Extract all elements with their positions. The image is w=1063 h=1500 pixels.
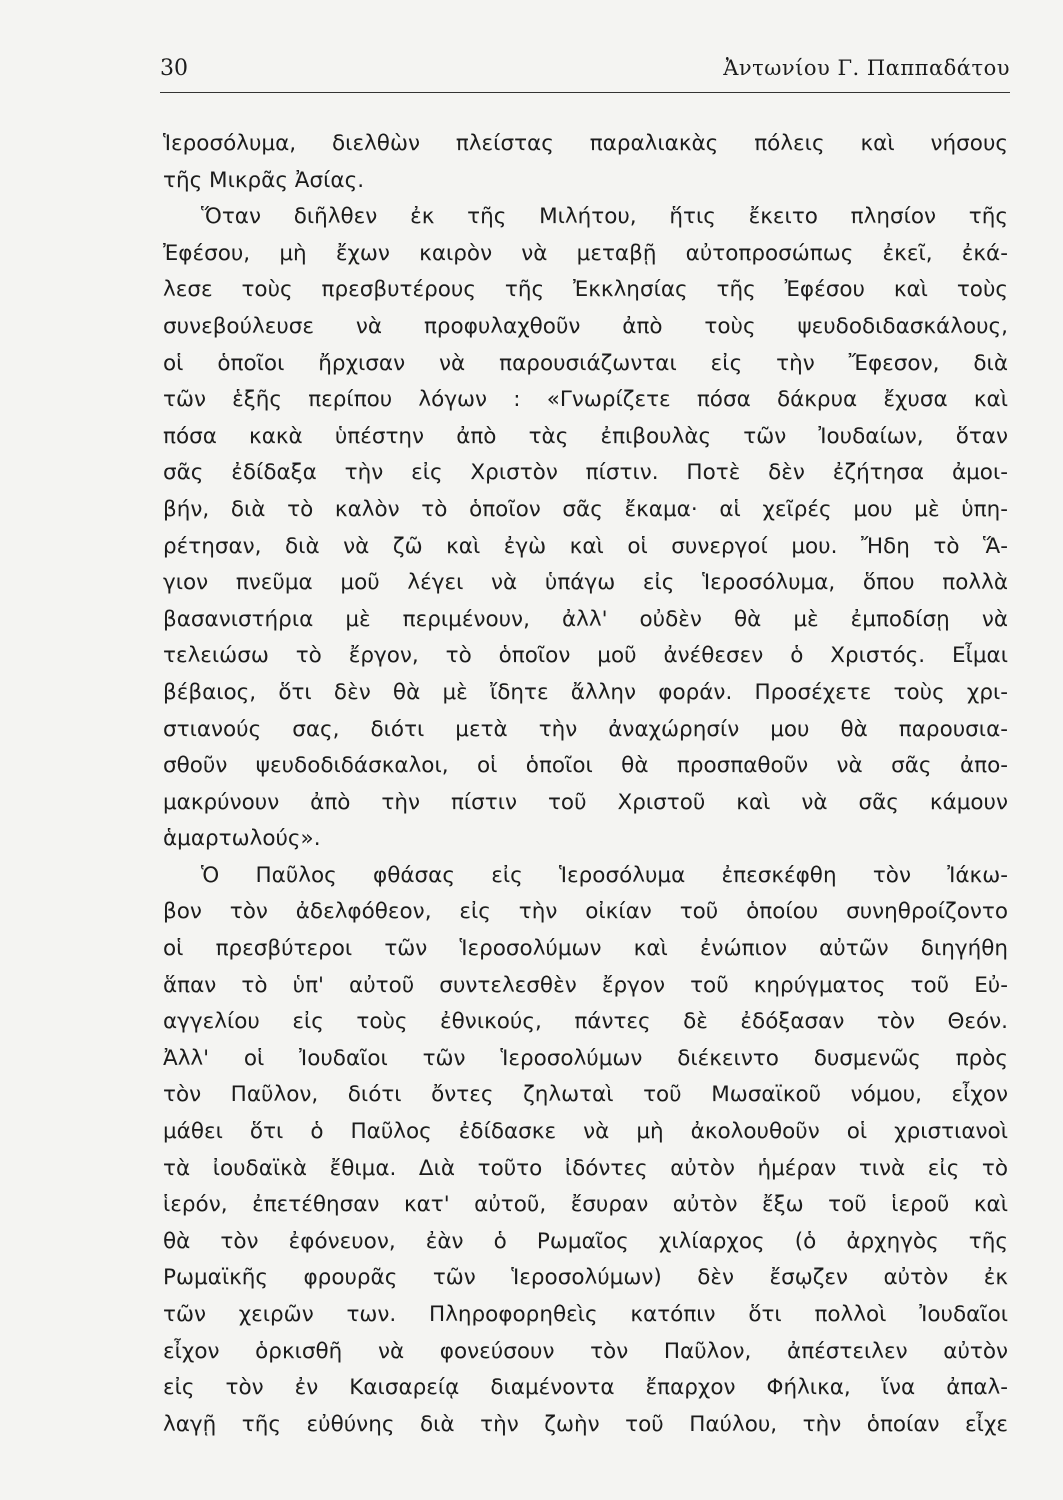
text-line: γιον πνεῦμα μοῦ λέγει νὰ ὑπάγω εἰς Ἱεροσόλυμα, ὅπου πολλὰ (163, 570, 1008, 596)
text-line: μακρύνουν ἀπὸ τὴν πίστιν τοῦ Χριστοῦ καὶ νὰ σᾶς κάμουν (163, 789, 1008, 815)
text-line: συνεβούλευσε νὰ προφυλαχθοῦν ἀπὸ τοὺς ψευδοδιδασκάλους, (163, 313, 1008, 339)
text-line: αγγελίου εἰς τοὺς ἐθνικούς, πάντες δὲ ἐδόξασαν τὸν Θεόν. (163, 1009, 1008, 1035)
text-line: εἶχον ὁρκισθῆ νὰ φονεύσουν τὸν Παῦλον, ἀπέστειλεν αὐτὸν (163, 1338, 1008, 1364)
text-line: Ὅταν διῆλθεν ἐκ τῆς Μιλήτου, ἥτις ἔκειτο πλησίον τῆς (201, 204, 1008, 230)
text-line: εἰς τὸν ἐν Καισαρείᾳ διαμένοντα ἔπαρχον Φήλικα, ἵνα ἀπαλ- (163, 1375, 1008, 1401)
text-line: τὸν Παῦλον, διότι ὄντες ζηλωταὶ τοῦ Μωσαϊκοῦ νόμου, εἶχον (163, 1082, 1008, 1108)
text-line: πόσα κακὰ ὑπέστην ἀπὸ τὰς ἐπιβουλὰς τῶν Ἰουδαίων, ὅταν (163, 423, 1008, 449)
page-header (160, 52, 1010, 93)
text-line: βέβαιος, ὅτι δὲν θὰ μὲ ἴδητε ἄλλην φοράν. Προσέχετε τοὺς χρι- (163, 679, 1008, 705)
text-line: ἁμαρτωλούς». (163, 826, 321, 852)
text-line: τελειώσω τὸ ἔργον, τὸ ὁποῖον μοῦ ἀνέθεσεν ὁ Χριστός. Εἶμαι (163, 643, 1008, 669)
text-line: μάθει ὅτι ὁ Παῦλος ἐδίδασκε νὰ μὴ ἀκολουθοῦν οἱ χριστιανοὶ (163, 1119, 1008, 1145)
text-line: βον τὸν ἀδελφόθεον, εἰς τὴν οἰκίαν τοῦ ὁποίου συνηθροίζοντο (163, 899, 1008, 925)
text-line: ρέτησαν, διὰ νὰ ζῶ καὶ ἐγὼ καὶ οἱ συνεργοί μου. Ἤδη τὸ Ἅ- (163, 533, 1008, 559)
body-text (163, 126, 1008, 1443)
text-line: ἱερόν, ἐπετέθησαν κατ' αὐτοῦ, ἔσυραν αὐτὸν ἔξω τοῦ ἱεροῦ καὶ (163, 1192, 1008, 1218)
text-line: οἱ πρεσβύτεροι τῶν Ἱεροσολύμων καὶ ἐνώπιον αὐτῶν διηγήθη (163, 936, 1008, 962)
text-line: βήν, διὰ τὸ καλὸν τὸ ὁποῖον σᾶς ἔκαμα· αἱ χεῖρές μου μὲ ὑπη- (163, 496, 1008, 522)
text-line: σθοῦν ψευδοδιδάσκαλοι, οἱ ὁποῖοι θὰ προσπαθοῦν νὰ σᾶς ἀπο- (163, 753, 1008, 779)
text-line: τῶν ἑξῆς περίπου λόγων : «Γνωρίζετε πόσα δάκρυα ἔχυσα καὶ (163, 387, 1008, 413)
text-line: στιανούς σας, διότι μετὰ τὴν ἀναχώρησίν μου θὰ παρουσια- (163, 716, 1008, 742)
text-line: Ὁ Παῦλος φθάσας εἰς Ἱεροσόλυμα ἐπεσκέφθη τὸν Ἰάκω- (201, 862, 1008, 888)
text-line: βασανιστήρια μὲ περιμένουν, ἀλλ' οὐδὲν θὰ μὲ ἐμποδίσῃ νὰ (163, 606, 1008, 632)
text-line: ἅπαν τὸ ὑπ' αὐτοῦ συντελεσθὲν ἔργον τοῦ κηρύγματος τοῦ Εὐ- (163, 972, 1008, 998)
page-number: 30 (160, 56, 188, 81)
text-line: Ἀλλ' οἱ Ἰουδαῖοι τῶν Ἱεροσολύμων διέκειντο δυσμενῶς πρὸς (163, 1045, 1008, 1071)
text-line: λεσε τοὺς πρεσβυτέρους τῆς Ἐκκλησίας τῆς Ἐφέσου καὶ τοὺς (163, 277, 1008, 303)
text-line: Ἐφέσου, μὴ ἔχων καιρὸν νὰ μεταβῇ αὐτοπροσώπως ἐκεῖ, ἐκά- (163, 240, 1008, 266)
text-line: Ρωμαϊκῆς φρουρᾶς τῶν Ἱεροσολύμων) δὲν ἔσῳζεν αὐτὸν ἐκ (163, 1265, 1008, 1291)
running-head: Ἀντωνίου Γ. Παππαδάτου (723, 56, 1010, 80)
text-line: οἱ ὁποῖοι ἤρχισαν νὰ παρουσιάζωνται εἰς τὴν Ἔφεσον, διὰ (163, 350, 1008, 376)
text-line: Ἱεροσόλυμα, διελθὼν πλείστας παραλιακὰς πόλεις καὶ νήσους (163, 131, 1008, 156)
text-line: σᾶς ἐδίδαξα τὴν εἰς Χριστὸν πίστιν. Ποτὲ δὲν ἐζήτησα ἀμοι- (163, 460, 1008, 486)
text-line: τῶν χειρῶν των. Πληροφορηθεὶς κατόπιν ὅτι πολλοὶ Ἰουδαῖοι (163, 1302, 1008, 1327)
text-line: τῆς Μικρᾶς Ἀσίας. (163, 167, 365, 193)
text-line: λαγῇ τῆς εὐθύνης διὰ τὴν ζωὴν τοῦ Παύλου, τὴν ὁποίαν εἶχε (163, 1411, 1008, 1437)
text-line: θὰ τὸν ἐφόνευον, ἐὰν ὁ Ρωμαῖος χιλίαρχος (ὁ ἀρχηγὸς τῆς (163, 1228, 1008, 1254)
text-line: τὰ ἰουδαϊκὰ ἔθιμα. Διὰ τοῦτο ἰδόντες αὐτὸν ἡμέραν τινὰ εἰς τὸ (163, 1155, 1008, 1181)
